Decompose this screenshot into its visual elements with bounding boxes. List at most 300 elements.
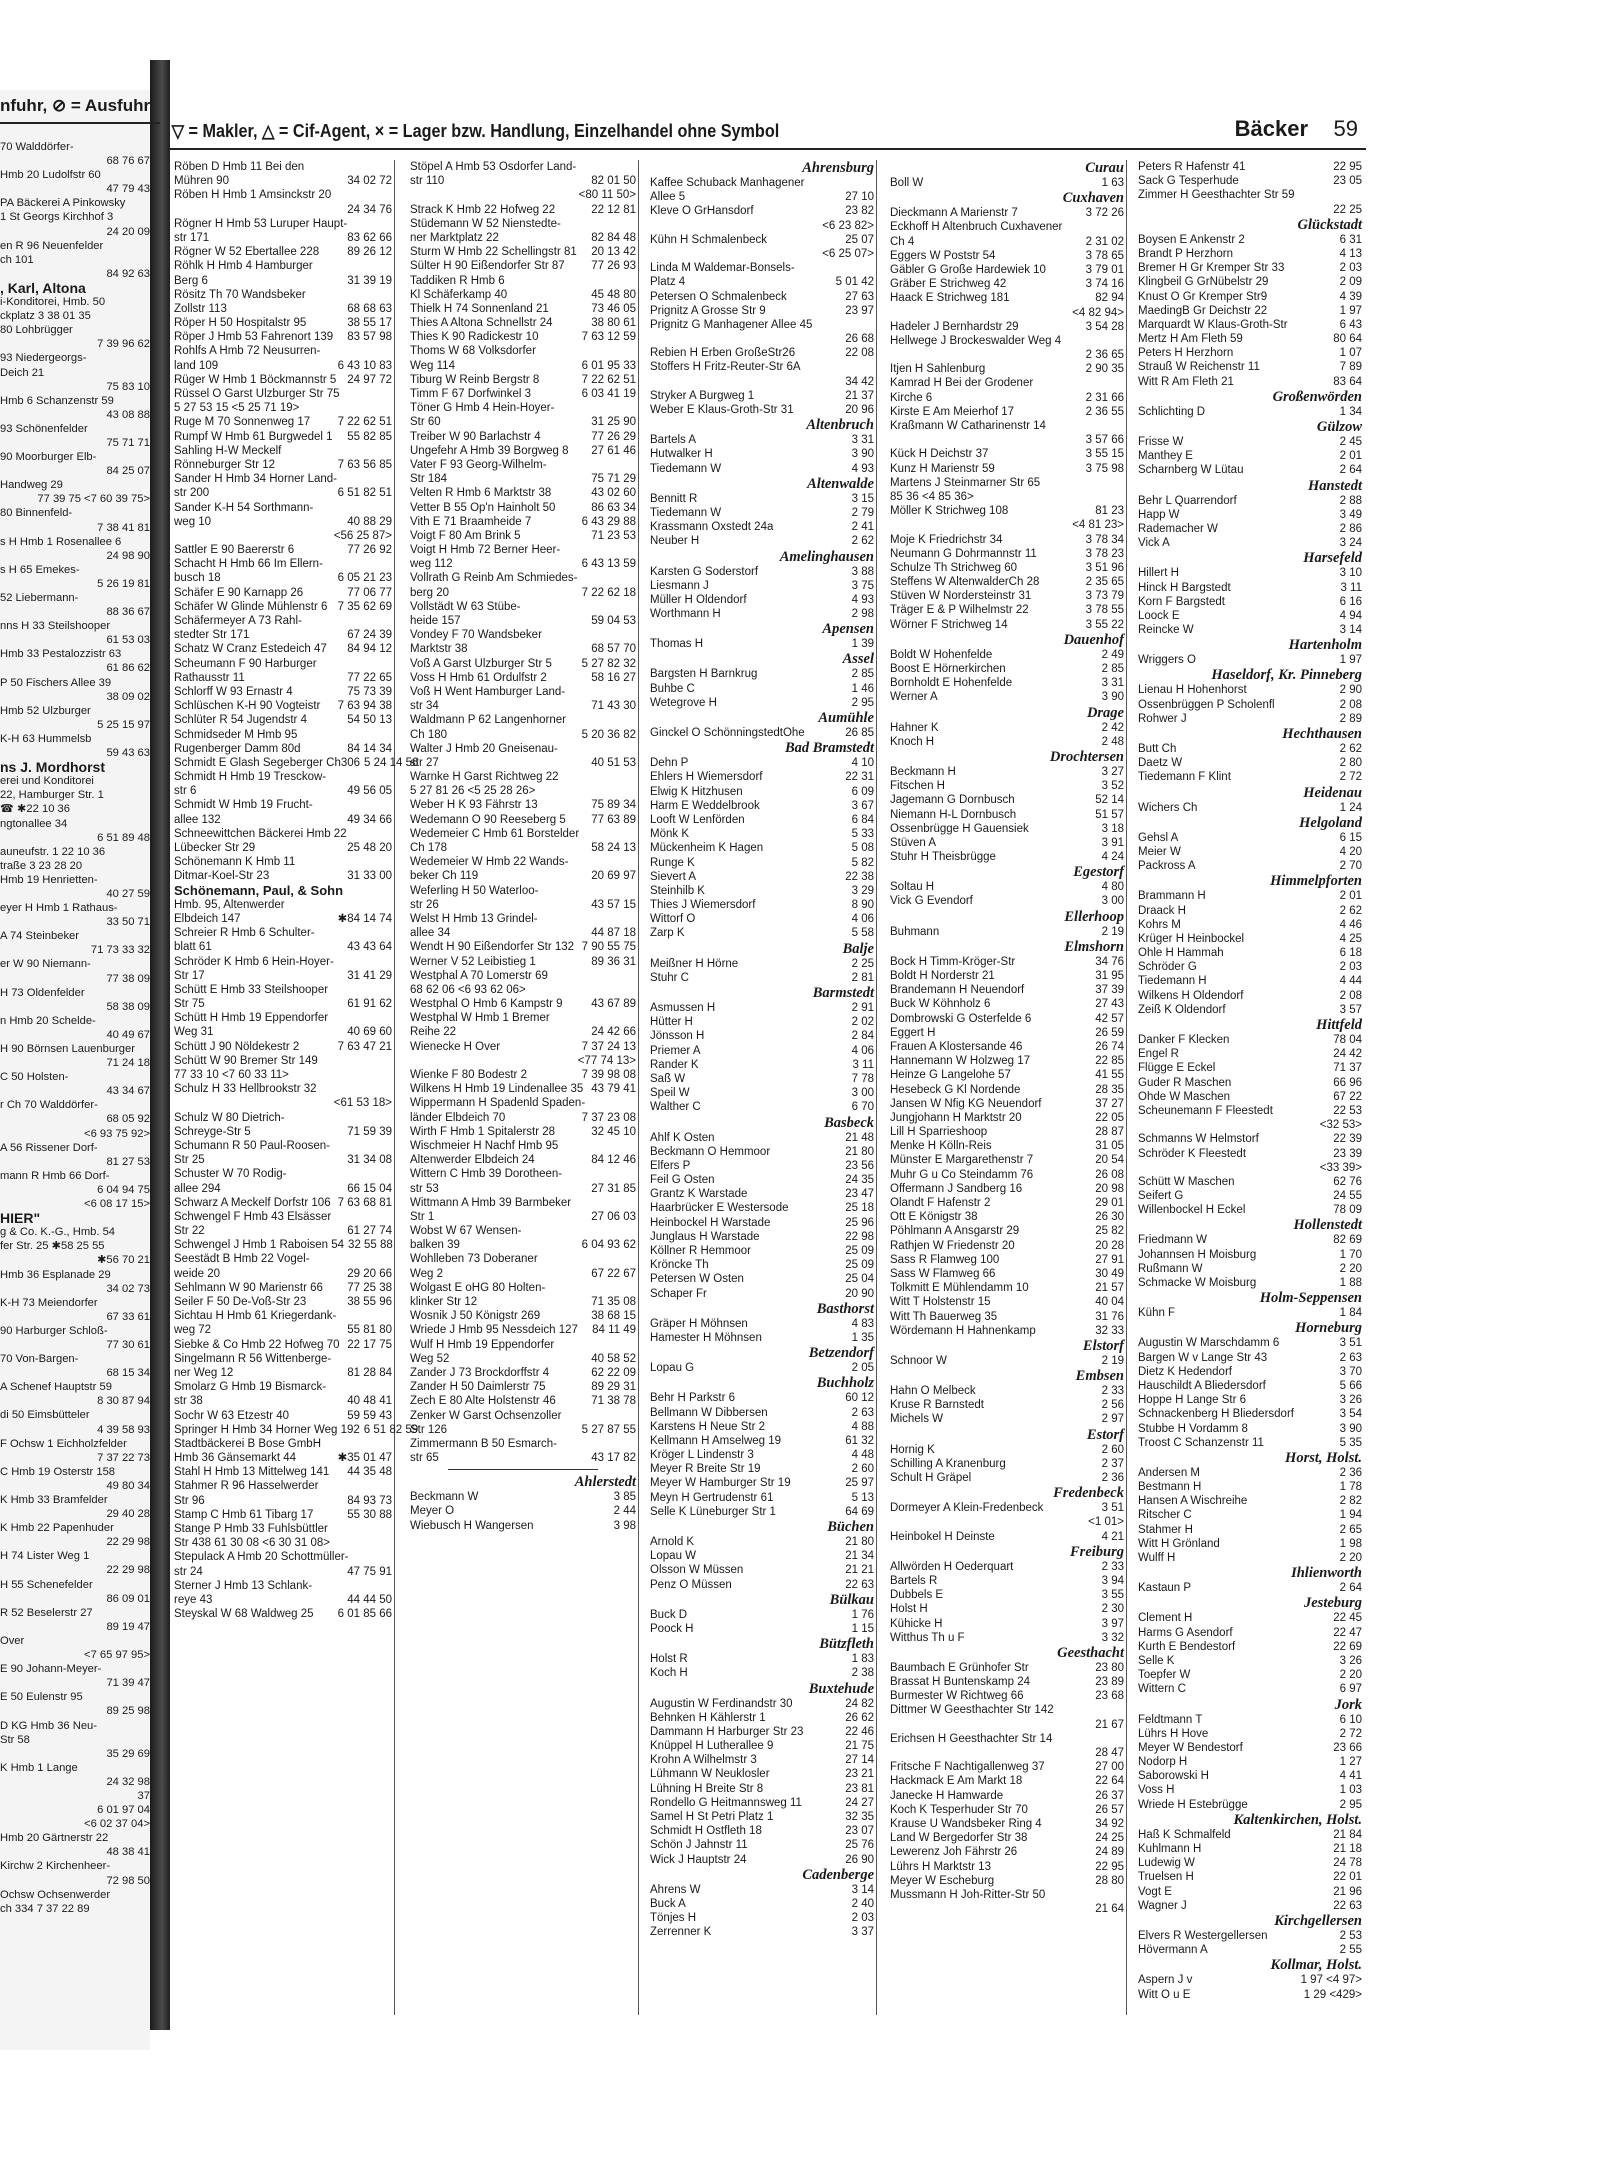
listing-phone: 3 75 98 bbox=[1085, 462, 1124, 475]
listing-entry bbox=[172, 472, 394, 486]
listing-phone: 71 35 08 bbox=[591, 1296, 636, 1308]
listing-entry bbox=[408, 983, 638, 997]
town-heading: Ahlerstedt bbox=[574, 1474, 636, 1491]
listing-phone: 30 49 bbox=[1095, 1267, 1124, 1280]
listing-phone: 2 55 bbox=[1339, 1944, 1362, 1957]
listing-phone: 29 20 66 bbox=[347, 1267, 392, 1280]
listing-name: Kühicke H bbox=[890, 1617, 943, 1630]
listing-name: Meißner H Hörne bbox=[650, 957, 739, 970]
listing-entry bbox=[648, 1796, 876, 1810]
listing-phone: 82 69 bbox=[1333, 1234, 1362, 1247]
listing-name: Grantz K Warstade bbox=[650, 1188, 748, 1201]
listing-entry bbox=[1136, 1466, 1364, 1480]
listing-entry bbox=[1136, 449, 1364, 463]
listing-name: Hutwalker H bbox=[650, 448, 713, 461]
listing-name: Marquardt W Klaus-Groth-Str bbox=[1138, 318, 1288, 331]
listing-name: Lienau H Hohenhorst bbox=[1138, 684, 1247, 697]
listing-phone: 2 08 bbox=[1339, 989, 1362, 1002]
listing-entry bbox=[648, 1361, 876, 1375]
listing-name: Penz O Müssen bbox=[650, 1578, 732, 1591]
listing-entry bbox=[1136, 160, 1364, 174]
listing-entry bbox=[172, 1082, 394, 1096]
listing-phone: 3 57 66 bbox=[1085, 434, 1124, 447]
listing-phone: 1 15 bbox=[851, 1622, 874, 1635]
listing-phone: 27 61 46 bbox=[591, 444, 636, 457]
listing-name: Springer H Hmb 34 Horner Weg 192 bbox=[174, 1423, 360, 1436]
left-fragment-line: 61 86 62 bbox=[106, 662, 150, 675]
listing-phone: 6 10 bbox=[1339, 1713, 1362, 1726]
listing-phone: 3 00 bbox=[851, 1087, 874, 1100]
page-number: 59 bbox=[1333, 116, 1358, 141]
listing-entry bbox=[888, 1224, 1126, 1238]
listing-phone: 7 63 56 85 bbox=[337, 458, 392, 471]
listing-phone: 6 01 85 66 bbox=[337, 1608, 392, 1621]
listing-name: str 53 bbox=[410, 1182, 439, 1195]
left-fragment-line: Hmb 20 Gärtnerstr 22 bbox=[0, 1832, 109, 1845]
listing-phone: 26 74 bbox=[1095, 1040, 1124, 1053]
left-fragment-line: Hmb 52 Ulzburger bbox=[0, 704, 91, 717]
listing-name: Ritscher C bbox=[1138, 1509, 1192, 1522]
listing-name: Vollstädt W 63 Stübe- bbox=[410, 600, 521, 613]
listing-entry bbox=[648, 1505, 876, 1519]
listing-name: Speil W bbox=[650, 1087, 690, 1100]
listing-phone: 3 32 bbox=[1101, 1631, 1124, 1644]
listing-phone: 24 34 76 bbox=[347, 203, 392, 216]
listing-name: Witt H Grönland bbox=[1138, 1537, 1220, 1550]
listing-phone: 28 47 bbox=[1095, 1747, 1124, 1759]
listing-entry bbox=[172, 1451, 394, 1465]
listing-name: Jönsson H bbox=[650, 1030, 705, 1043]
listing-name: Sahling H-W Meckelf bbox=[174, 444, 282, 457]
listing-name: Mertz H Am Fleth 59 bbox=[1138, 333, 1243, 346]
listing-name: Wittern C Hmb 39 Dorotheen- bbox=[410, 1168, 563, 1181]
listing-phone: 4 83 bbox=[851, 1317, 874, 1330]
listing-phone: 3 94 bbox=[1101, 1574, 1124, 1587]
listing-entry bbox=[648, 926, 876, 940]
listing-name: Bartels R bbox=[890, 1574, 938, 1587]
left-fragment-line: 34 02 73 bbox=[106, 1282, 150, 1295]
listing-name: Wörner F Strichweg 14 bbox=[890, 618, 1008, 631]
listing-name: Hövermann A bbox=[1138, 1944, 1208, 1957]
listing-name: Hahn O Melbeck bbox=[890, 1385, 976, 1398]
listing-name: Behr H Parkstr 6 bbox=[650, 1392, 735, 1405]
listing-phone: 27 63 bbox=[845, 290, 874, 303]
listing-entry bbox=[1136, 494, 1364, 508]
listing-phone: 2 53 bbox=[1339, 1929, 1362, 1942]
listing-entry bbox=[648, 346, 876, 360]
listing-entry bbox=[408, 827, 638, 841]
listing-name: Happ W bbox=[1138, 508, 1180, 521]
listing-name: Schmidt H Ostfleth 18 bbox=[650, 1825, 762, 1838]
listing-phone: 2 38 bbox=[851, 1667, 874, 1680]
listing-name: Wriede H Estebrügge bbox=[1138, 1798, 1248, 1811]
listing-phone: 3 78 55 bbox=[1085, 604, 1124, 617]
listing-entry bbox=[648, 375, 876, 389]
listing-phone: 28 87 bbox=[1095, 1126, 1124, 1139]
listing-name: Stüdemann W 52 Nienstedte- bbox=[410, 217, 561, 230]
listing-entry bbox=[1136, 1276, 1364, 1290]
listing-entry bbox=[888, 1354, 1126, 1368]
listing-entry bbox=[648, 1044, 876, 1058]
left-fragment-line: <6 02 37 04> bbox=[84, 1818, 150, 1831]
left-page-lines bbox=[0, 140, 150, 1916]
listing-entry bbox=[888, 1760, 1126, 1774]
left-fragment-line: 90 Moorburger Elb- bbox=[0, 451, 97, 464]
listing-name: Buhbe C bbox=[650, 682, 695, 695]
town-heading: Horst, Holst. bbox=[1285, 1449, 1362, 1466]
left-fragment-line: 68 05 92 bbox=[106, 1113, 150, 1126]
left-fragment-line: 47 79 43 bbox=[106, 183, 150, 196]
listing-phone: 3 78 23 bbox=[1085, 547, 1124, 560]
directory-column-1 bbox=[172, 160, 419, 2015]
listing-name: Sochr W 63 Etzestr 40 bbox=[174, 1409, 290, 1422]
listing-phone: 77 26 29 bbox=[591, 430, 636, 443]
listing-phone: 6 43 29 88 bbox=[581, 515, 636, 528]
listing-phone: 25 97 bbox=[845, 1477, 874, 1490]
listing-name: Wedemeier W Hmb 22 Wands- bbox=[410, 856, 569, 869]
left-fragment-line: ch 101 bbox=[0, 253, 34, 266]
listing-phone: 58 16 27 bbox=[591, 671, 636, 684]
listing-name: Velten R Hmb 6 Marktstr 38 bbox=[410, 487, 552, 500]
listing-phone: 47 75 91 bbox=[347, 1565, 392, 1578]
listing-name: Beckmann W bbox=[410, 1491, 479, 1504]
left-fragment-line: <6 93 75 92> bbox=[84, 1127, 150, 1140]
left-fragment-line: Deich 21 bbox=[0, 366, 45, 379]
listing-phone: 2 63 bbox=[851, 1406, 874, 1419]
listing-entry bbox=[888, 1845, 1126, 1859]
listing-entry bbox=[408, 302, 638, 316]
listing-phone: 59 59 43 bbox=[347, 1409, 392, 1422]
listing-name: Boost E Hörnerkirchen bbox=[890, 663, 1006, 675]
listing-phone: 77 06 77 bbox=[347, 586, 392, 599]
listing-name: Rönneburger Str 12 bbox=[174, 458, 276, 471]
listing-phone: 22 46 bbox=[845, 1725, 874, 1738]
listing-phone: 2 72 bbox=[1339, 771, 1362, 784]
directory-column-5 bbox=[1136, 160, 1364, 2015]
listing-name: Feldtmann T bbox=[1138, 1713, 1203, 1726]
listing-entry bbox=[888, 603, 1126, 617]
listing-entry bbox=[172, 174, 394, 188]
listing-name: Hesebeck G Kl Nordende bbox=[890, 1083, 1021, 1096]
listing-phone: 68 68 63 bbox=[347, 302, 392, 315]
listing-phone: <80 11 50> bbox=[578, 189, 636, 202]
listing-name: Augustin W Marschdamm 6 bbox=[1138, 1337, 1280, 1350]
left-fragment-line: 33 50 71 bbox=[106, 916, 150, 929]
listing-entry bbox=[888, 220, 1126, 234]
listing-entry bbox=[888, 1267, 1126, 1281]
listing-name: Stryker A Burgweg 1 bbox=[650, 389, 755, 402]
listing-phone: 75 71 29 bbox=[591, 473, 636, 486]
listing-name: Schneewittchen Bäckerei Hmb 22 bbox=[174, 827, 347, 840]
listing-entry bbox=[1136, 1842, 1364, 1856]
left-fragment-line: H 74 Lister Weg 1 bbox=[0, 1550, 90, 1563]
listing-name: Neumann G Dohrmannstr 11 bbox=[890, 547, 1037, 560]
listing-name: Steyskal W 68 Waldweg 25 bbox=[174, 1608, 314, 1621]
page-title: Bäcker bbox=[1234, 116, 1308, 141]
listing-name: Elfers P bbox=[650, 1159, 691, 1172]
listing-name: Knust O Gr Kremper Str9 bbox=[1138, 290, 1268, 303]
listing-entry bbox=[172, 1238, 394, 1252]
listing-phone: 3 26 bbox=[1339, 1654, 1362, 1667]
listing-entry bbox=[648, 1173, 876, 1187]
listing-name: Liesmann J bbox=[650, 579, 709, 592]
listing-entry bbox=[888, 291, 1126, 305]
listing-entry bbox=[888, 575, 1126, 589]
left-fragment-line: s H 65 Emekes- bbox=[0, 563, 80, 576]
listing-entry bbox=[408, 1111, 638, 1125]
town-heading: Embsen bbox=[1075, 1368, 1124, 1385]
listing-phone: 6 01 95 33 bbox=[581, 359, 636, 372]
left-fragment-line: 77 30 61 bbox=[106, 1338, 150, 1351]
listing-phone: 23 47 bbox=[845, 1188, 874, 1201]
listing-entry bbox=[648, 827, 876, 841]
listing-entry bbox=[648, 1549, 876, 1563]
listing-name: Harm E Weddelbrook bbox=[650, 799, 760, 812]
listing-name: Schäfer E 90 Karnapp 26 bbox=[174, 586, 304, 599]
listing-entry bbox=[1136, 770, 1364, 784]
listing-entry bbox=[648, 667, 876, 681]
listing-phone: 7 22 62 51 bbox=[581, 373, 636, 386]
listing-phone: 3 75 bbox=[851, 579, 874, 592]
listing-name: Str 17 bbox=[174, 969, 205, 982]
listing-name: Werner A bbox=[890, 691, 938, 704]
listing-phone: 31 25 90 bbox=[591, 416, 636, 429]
listing-entry bbox=[648, 841, 876, 855]
listing-entry bbox=[172, 529, 394, 543]
listing-name: str 38 bbox=[174, 1395, 203, 1408]
town-heading: Büchen bbox=[827, 1519, 874, 1535]
listing-phone: 7 90 55 75 bbox=[581, 941, 636, 954]
town-heading: Holm-Seppensen bbox=[1259, 1290, 1362, 1307]
listing-entry bbox=[1136, 1682, 1364, 1696]
listing-name: Burmester W Richtweg 66 bbox=[890, 1690, 1024, 1703]
listing-entry bbox=[648, 1420, 876, 1434]
listing-entry bbox=[888, 176, 1126, 190]
listing-entry bbox=[408, 373, 638, 387]
listing-name: Heinbockel H Warstade bbox=[650, 1216, 771, 1229]
listing-name: Kaffee Schuback Manhagener bbox=[650, 177, 805, 189]
listing-phone: 2 65 bbox=[1339, 1523, 1362, 1536]
left-fragment-line: s H Hmb 1 Rosenallee 6 bbox=[0, 535, 122, 548]
listing-entry bbox=[1136, 1741, 1364, 1755]
listing-name: Warnke H Garst Richtweg 22 bbox=[410, 771, 559, 784]
town-heading: Ellerhoop bbox=[1064, 908, 1124, 925]
listing-entry bbox=[1136, 1132, 1364, 1146]
town-heading: Buxtehude bbox=[808, 1680, 874, 1697]
listing-name: Rögner H Hmb 53 Luruper Haupt- bbox=[174, 217, 348, 230]
listing-phone: 2 45 bbox=[1339, 436, 1362, 448]
listing-entry bbox=[888, 391, 1126, 405]
town-heading: Heidenau bbox=[1303, 784, 1362, 801]
listing-entry bbox=[172, 983, 394, 997]
listing-name: Selle K Lüneburger Str 1 bbox=[650, 1505, 776, 1518]
listing-name: Voß A Garst Ulzburger Str 5 bbox=[410, 657, 552, 670]
listing-entry bbox=[888, 1295, 1126, 1309]
town-heading: Kollmar, Holst. bbox=[1270, 1957, 1362, 1974]
listing-name: weg 10 bbox=[174, 515, 212, 528]
listing-name: Wedemeier C Hmb 61 Borstelder bbox=[410, 827, 580, 840]
listing-name: Bellmann W Dibbersen bbox=[650, 1406, 768, 1419]
listing-name: Strauß W Reichenstr 11 bbox=[1138, 361, 1260, 374]
listing-phone: 2 37 bbox=[1101, 1457, 1124, 1470]
listing-name: Baumbach E Grünhofer Str bbox=[890, 1661, 1029, 1674]
listing-phone: <33 39> bbox=[1319, 1161, 1362, 1174]
listing-name: Lill H Sparrieshoop bbox=[890, 1126, 988, 1139]
directory-column-2 bbox=[408, 160, 639, 2015]
left-fragment-line: 4 39 58 93 bbox=[97, 1423, 150, 1436]
listing-entry bbox=[1136, 712, 1364, 726]
listing-name: Worthmann H bbox=[650, 608, 721, 621]
listing-entry bbox=[648, 360, 876, 374]
listing-phone: 67 22 bbox=[1333, 1090, 1362, 1103]
listing-entry bbox=[888, 235, 1126, 249]
listing-name: Weg 2 bbox=[410, 1267, 444, 1280]
listing-entry bbox=[408, 571, 638, 585]
listing-entry bbox=[648, 1578, 876, 1592]
listing-entry bbox=[888, 880, 1126, 894]
listing-entry bbox=[408, 543, 638, 557]
listing-name: Nodorp H bbox=[1138, 1756, 1188, 1769]
listing-entry bbox=[172, 642, 394, 656]
listing-entry bbox=[172, 586, 394, 600]
left-fragment-line: 89 25 98 bbox=[106, 1705, 150, 1718]
listing-entry bbox=[172, 614, 394, 628]
listing-entry bbox=[648, 1100, 876, 1114]
listing-phone: 20 54 bbox=[1095, 1154, 1124, 1167]
listing-phone: 61 91 62 bbox=[347, 998, 392, 1011]
listing-phone: 37 39 bbox=[1095, 984, 1124, 997]
listing-phone: 2 90 bbox=[1339, 684, 1362, 697]
listing-name: Weferling H 50 Waterloo- bbox=[410, 884, 539, 897]
listing-entry bbox=[1136, 1076, 1364, 1090]
listing-entry bbox=[172, 1465, 394, 1479]
listing-name: Hannemann W Holzweg 17 bbox=[890, 1055, 1030, 1068]
listing-entry bbox=[172, 486, 394, 500]
listing-name: Krassmann Oxstedt 24a bbox=[650, 521, 774, 534]
listing-phone: 2 81 bbox=[851, 971, 874, 984]
listing-entry bbox=[408, 444, 638, 458]
listing-entry bbox=[888, 765, 1126, 779]
listing-phone: 1 98 bbox=[1339, 1537, 1362, 1550]
listing-phone: 2 30 bbox=[1101, 1603, 1124, 1616]
listing-name: Behr L Quarrendorf bbox=[1138, 494, 1237, 507]
listing-entry bbox=[408, 174, 638, 188]
listing-entry bbox=[1136, 261, 1364, 275]
listing-entry bbox=[408, 1295, 638, 1309]
listing-phone: 43 79 41 bbox=[591, 1083, 636, 1096]
listing-entry bbox=[1136, 1870, 1364, 1884]
listing-phone: 73 46 05 bbox=[591, 302, 636, 315]
listing-name: weg 112 bbox=[410, 558, 453, 571]
listing-entry bbox=[408, 359, 638, 373]
left-fragment-line: D KG Hmb 36 Neu- bbox=[0, 1719, 97, 1732]
listing-entry bbox=[888, 1732, 1126, 1746]
listing-entry bbox=[172, 1579, 394, 1593]
listing-entry bbox=[648, 332, 876, 346]
left-fragment-line: 22, Hamburger Str. 1 bbox=[0, 789, 104, 802]
listing-name: Koch H bbox=[650, 1667, 688, 1680]
listing-phone: 22 85 bbox=[1095, 1055, 1124, 1068]
town-heading: Curau bbox=[1085, 160, 1124, 176]
listing-name: str 24 bbox=[174, 1565, 203, 1578]
listing-name: Truelsen H bbox=[1138, 1871, 1194, 1884]
listing-phone: 3 15 bbox=[851, 492, 874, 505]
listing-phone: 24 35 bbox=[845, 1174, 874, 1187]
listing-phone: 4 44 bbox=[1339, 975, 1362, 988]
listing-phone: 22 17 75 bbox=[347, 1338, 392, 1351]
listing-phone: 7 89 bbox=[1339, 361, 1362, 374]
listing-name: Röben D Hmb 11 Bei den bbox=[174, 161, 305, 173]
listing-name: Krause U Wandsbeker Ring 4 bbox=[890, 1817, 1042, 1830]
listing-phone: 2 98 bbox=[851, 608, 874, 621]
listing-phone: 2 62 bbox=[1339, 743, 1362, 755]
listing-name: Haarbrücker E Westersode bbox=[650, 1202, 789, 1215]
listing-name: Wriggers O bbox=[1138, 654, 1196, 667]
town-heading: Estorf bbox=[1086, 1426, 1124, 1443]
left-fragment-line: di 50 Eimsbütteler bbox=[0, 1409, 90, 1422]
listing-name: Boldt W Hohenfelde bbox=[890, 648, 993, 661]
listing-name: Ohle H Hammah bbox=[1138, 947, 1224, 960]
listing-entry bbox=[648, 1406, 876, 1420]
listing-entry bbox=[1136, 683, 1364, 697]
listing-phone: 26 68 bbox=[845, 333, 874, 346]
listing-name: Brandt P Herzhorn bbox=[1138, 247, 1234, 260]
listing-name: Schäfer W Glinde Mühlenstr 6 bbox=[174, 600, 328, 613]
listing-entry bbox=[1136, 1233, 1364, 1247]
listing-phone: 2 82 bbox=[1339, 1495, 1362, 1508]
listing-name: Wick J Hauptstr 24 bbox=[650, 1853, 747, 1866]
left-fragment-line: 90 Harburger Schloß- bbox=[0, 1324, 108, 1337]
listing-entry bbox=[172, 1607, 394, 1621]
listing-phone: 24 25 bbox=[1095, 1832, 1124, 1845]
town-heading: Haseldorf, Kr. Pinneberg bbox=[1211, 667, 1362, 684]
listing-entry bbox=[172, 841, 394, 855]
listing-entry bbox=[172, 444, 394, 458]
listing-name: Schnoor W bbox=[890, 1354, 947, 1367]
listing-name: Johannsen H Moisburg bbox=[1138, 1248, 1257, 1261]
listing-phone: 43 57 15 bbox=[591, 898, 636, 911]
listing-entry bbox=[648, 1434, 876, 1448]
listing-phone: 3 18 bbox=[1101, 822, 1124, 835]
listing-entry bbox=[888, 1196, 1126, 1210]
listing-name: Saborowski H bbox=[1138, 1770, 1209, 1783]
listing-entry bbox=[408, 912, 638, 926]
listing-phone: 1 97 <4 97> bbox=[1300, 1974, 1362, 1987]
listing-entry bbox=[1136, 1626, 1364, 1640]
listing-phone: 6 04 93 62 bbox=[581, 1239, 636, 1252]
listing-name: Holst R bbox=[650, 1653, 688, 1666]
listing-phone: 21 80 bbox=[845, 1145, 874, 1158]
listing-phone: 1 88 bbox=[1339, 1277, 1362, 1289]
listing-phone: 40 69 60 bbox=[347, 1026, 392, 1039]
listing-entry bbox=[408, 813, 638, 827]
listing-phone: 80 64 bbox=[1333, 333, 1362, 346]
listing-name: Gräper H Möhnsen bbox=[650, 1317, 748, 1330]
listing-name: Scheumann F 90 Harburger bbox=[174, 657, 317, 670]
listing-entry bbox=[888, 662, 1126, 676]
listing-name: Dehn P bbox=[650, 757, 689, 770]
left-fragment-line: K-H 63 Hummelsb bbox=[0, 732, 92, 745]
listing-phone: 7 22 62 51 bbox=[337, 416, 392, 429]
listing-name: Witt Th Bauerweg 35 bbox=[890, 1310, 998, 1323]
listing-entry bbox=[408, 699, 638, 713]
listing-name: Schuster W 70 Rodig- bbox=[174, 1168, 287, 1181]
listing-phone: 21 57 bbox=[1095, 1282, 1124, 1295]
left-fragment-line: A 56 Rissener Dorf- bbox=[0, 1141, 98, 1154]
listing-phone: 49 56 05 bbox=[347, 785, 392, 798]
listing-phone: 54 50 13 bbox=[347, 714, 392, 727]
listing-entry bbox=[648, 898, 876, 912]
